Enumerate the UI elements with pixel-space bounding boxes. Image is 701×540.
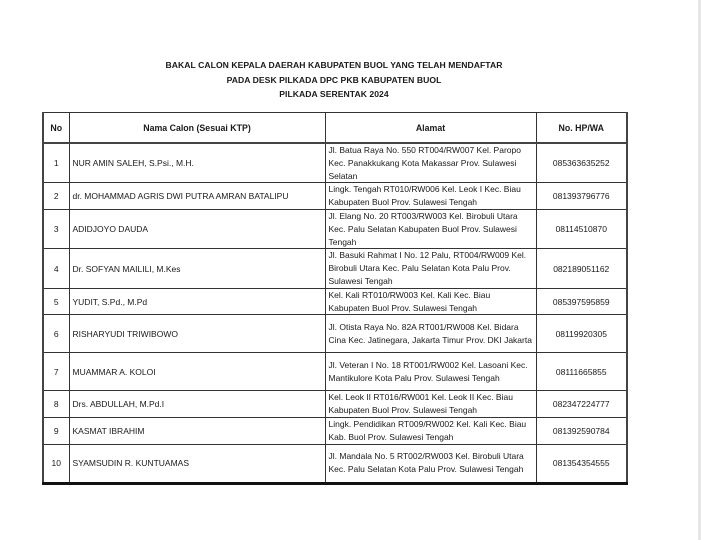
title-line-3: PILKADA SERENTAK 2024 <box>279 89 389 99</box>
cell-nama: MUAMMAR A. KOLOI <box>69 353 325 391</box>
cell-alamat: Jl. Mandala No. 5 RT002/RW003 Kel. Birobuli Utara Kec. Palu Selatan Kota Palu Prov. Sulawesi Tengah <box>325 444 536 483</box>
cell-hp: 081392590784 <box>536 417 627 444</box>
cell-hp: 081354354555 <box>536 444 627 483</box>
cell-alamat: Lingk. Tengah RT010/RW006 Kel. Leok I Kec. Biau Kabupaten Buol Prov. Sulawesi Tengah <box>325 183 536 210</box>
table-row <box>43 288 627 315</box>
title-line-1: BAKAL CALON KEPALA DAERAH KABUPATEN BUOL YANG TELAH MENDAFTAR <box>165 60 503 70</box>
table-row <box>43 249 627 288</box>
table-row <box>43 444 627 483</box>
cell-alamat: Jl. Elang No. 20 RT003/RW003 Kel. Birobuli Utara Kec. Palu Selatan Kabupaten Buol Prov. Sulawesi Tengah <box>325 209 536 248</box>
cell-no: 10 <box>43 444 69 483</box>
cell-alamat: Jl. Otista Raya No. 82A RT001/RW008 Kel. Bidara Cina Kec. Jatinegara, Jakarta Timur Prov. DKI Jakarta <box>325 315 536 353</box>
cell-alamat: Jl. Basuki Rahmat I No. 12 Palu, RT004/RW009 Kel. Birobuli Utara Kec. Palu Selatan Kota Palu Prov. Sulawesi Tengah <box>325 249 536 288</box>
title-line-2: PADA DESK PILKADA DPC PKB KABUPATEN BUOL <box>226 74 442 85</box>
header-alamat: Alamat <box>325 113 536 144</box>
candidate-table <box>42 112 628 485</box>
cell-alamat: Jl. Veteran I No. 18 RT001/RW002 Kel. Lasoani Kec. Mantikulore Kota Palu Prov. Sulawesi Tengah <box>325 353 536 391</box>
cell-no: 7 <box>43 353 69 391</box>
cell-alamat: Lingk. Pendidikan RT009/RW002 Kel. Kali Kec. Biau Kab. Buol Prov. Sulawesi Tengah <box>325 417 536 444</box>
cell-alamat: Kel. Kali RT010/RW003 Kel. Kali Kec. Biau Kabupaten Buol Prov. Sulawesi Tengah <box>325 288 536 315</box>
cell-no: 1 <box>43 143 69 183</box>
document-title <box>0 58 668 102</box>
cell-hp: 082189051162 <box>536 249 627 288</box>
cell-no: 2 <box>43 183 69 210</box>
cell-nama: YUDIT, S.Pd., M.Pd <box>69 288 325 315</box>
table-header-row <box>43 113 627 144</box>
cell-nama: RISHARYUDI TRIWIBOWO <box>69 315 325 353</box>
cell-nama: NUR AMIN SALEH, S.Psi., M.H. <box>69 143 325 183</box>
cell-alamat: Jl. Batua Raya No. 550 RT004/RW007 Kel. Paropo Kec. Panakkukang Kota Makassar Prov. Sulawesi Selatan <box>325 143 536 183</box>
table-row <box>43 353 627 391</box>
header-no: No <box>43 113 69 144</box>
cell-no: 9 <box>43 417 69 444</box>
table-row <box>43 143 627 183</box>
cell-nama: KASMAT IBRAHIM <box>69 417 325 444</box>
cell-nama: Drs. ABDULLAH, M.Pd.I <box>69 391 325 418</box>
header-nama: Nama Calon (Sesuai KTP) <box>69 113 325 144</box>
cell-no: 3 <box>43 209 69 248</box>
cell-hp: 081393796776 <box>536 183 627 210</box>
cell-no: 5 <box>43 288 69 315</box>
table-row <box>43 183 627 210</box>
table-row <box>43 315 627 353</box>
cell-hp: 08111665855 <box>536 353 627 391</box>
cell-nama: SYAMSUDIN R. KUNTUAMAS <box>69 444 325 483</box>
header-hp: No. HP/WA <box>536 113 627 144</box>
cell-nama: Dr. SOFYAN MAILILI, M.Kes <box>69 249 325 288</box>
table-row <box>43 209 627 248</box>
cell-hp: 08114510870 <box>536 209 627 248</box>
cell-no: 6 <box>43 315 69 353</box>
cell-alamat: Kel. Leok II RT016/RW001 Kel. Leok II Kec. Biau Kabupaten Buol Prov. Sulawesi Tengah <box>325 391 536 418</box>
cell-nama: dr. MOHAMMAD AGRIS DWI PUTRA AMRAN BATALIPU <box>69 183 325 210</box>
cell-nama: ADIDJOYO DAUDA <box>69 209 325 248</box>
cell-no: 4 <box>43 249 69 288</box>
cell-hp: 085397595859 <box>536 288 627 315</box>
cell-hp: 082347224777 <box>536 391 627 418</box>
cell-no: 8 <box>43 391 69 418</box>
cell-hp: 085363635252 <box>536 143 627 183</box>
cell-hp: 08119920305 <box>536 315 627 353</box>
table-row <box>43 417 627 444</box>
table-row <box>43 391 627 418</box>
